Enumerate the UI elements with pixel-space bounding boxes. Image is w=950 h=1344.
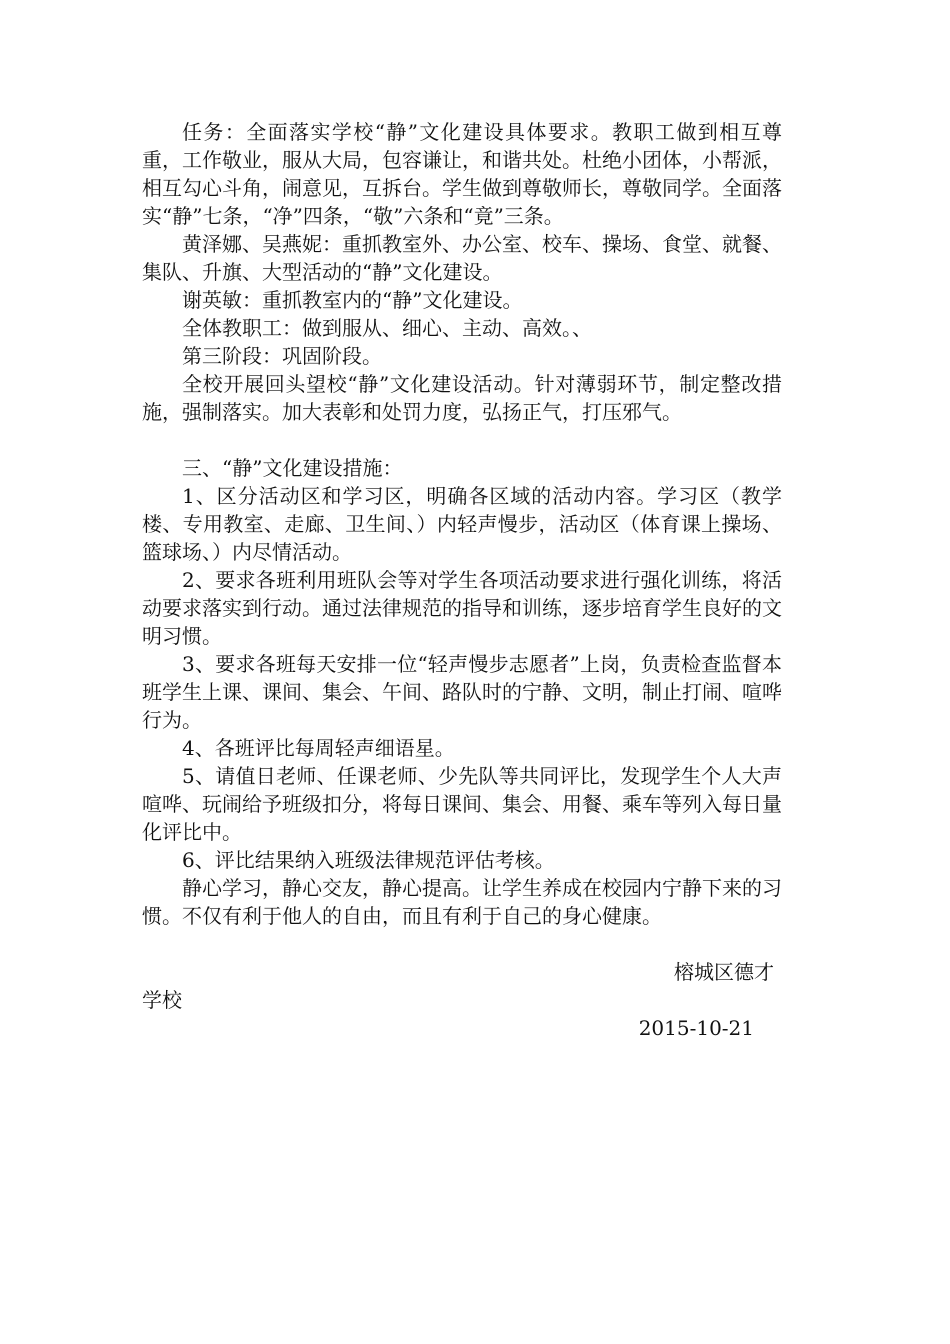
- paragraph-task: 任务：全面落实学校“静”文化建设具体要求。教职工做到相互尊重，工作敬业，服从大局，包容谦让，和谐共处。杜绝小团体，小帮派，相互勾心斗角，闹意见，互拆台。学生做到尊敬师长，尊敬同学。全面落实“静”七条，“净”四条，“敬”六条和“竟”三条。: [142, 120, 782, 228]
- paragraph-review: 全校开展回头望校“静”文化建设活动。针对薄弱环节，制定整改措施，强制落实。加大表彰和处罚力度，弘扬正气，打压邪气。: [142, 372, 782, 424]
- blank-line: [142, 930, 782, 958]
- measure-item: 5、请值日老师、任课老师、少先队等共同评比，发现学生个人大声喧哗、玩闹给予班级扣分，将每日课间、集会、用餐、乘车等列入每日量化评比中。: [142, 764, 782, 844]
- document-body: [142, 118, 782, 1042]
- blank-line: [142, 426, 782, 454]
- paragraph-stage-three: 第三阶段：巩固阶段。: [182, 344, 382, 368]
- measure-item: 1、区分活动区和学习区，明确各区域的活动内容。学习区（教学楼、专用教室、走廊、卫生间、）内轻声慢步，活动区（体育课上操场、篮球场、）内尽情活动。: [142, 484, 782, 564]
- signature-school-part1: 榕城区德才: [674, 960, 774, 984]
- section-heading: 三、“静”文化建设措施：: [182, 456, 403, 480]
- measure-item: 6、评比结果纳入班级法律规范评估考核。: [182, 848, 555, 872]
- paragraph-xie: 谢英敏：重抓教室内的“静”文化建设。: [182, 288, 523, 312]
- document-date: 2015-10-21: [638, 1016, 754, 1040]
- measure-item: 4、各班评比每周轻声细语星。: [182, 736, 455, 760]
- measure-item: 3、要求各班每天安排一位“轻声慢步志愿者”上岗，负责检查监督本班学生上课、课间、集会、午间、路队时的宁静、文明，制止打闹、喧哗行为。: [142, 652, 782, 732]
- measure-item: 2、要求各班利用班队会等对学生各项活动要求进行强化训练，将活动要求落实到行动。通过法律规范的指导和训练，逐步培育学生良好的文明习惯。: [142, 568, 782, 648]
- closing-paragraph: 静心学习，静心交友，静心提高。让学生养成在校园内宁静下来的习惯。不仅有利于他人的自由，而且有利于自己的身心健康。: [142, 876, 782, 928]
- signature-school-part2: 学校: [142, 988, 182, 1012]
- paragraph-all-staff: 全体教职工：做到服从、细心、主动、高效。、: [182, 316, 592, 340]
- paragraph-huang-wu: 黄泽娜、吴燕妮：重抓教室外、办公室、校车、操场、食堂、就餐、集队、升旗、大型活动的“静”文化建设。: [142, 232, 782, 284]
